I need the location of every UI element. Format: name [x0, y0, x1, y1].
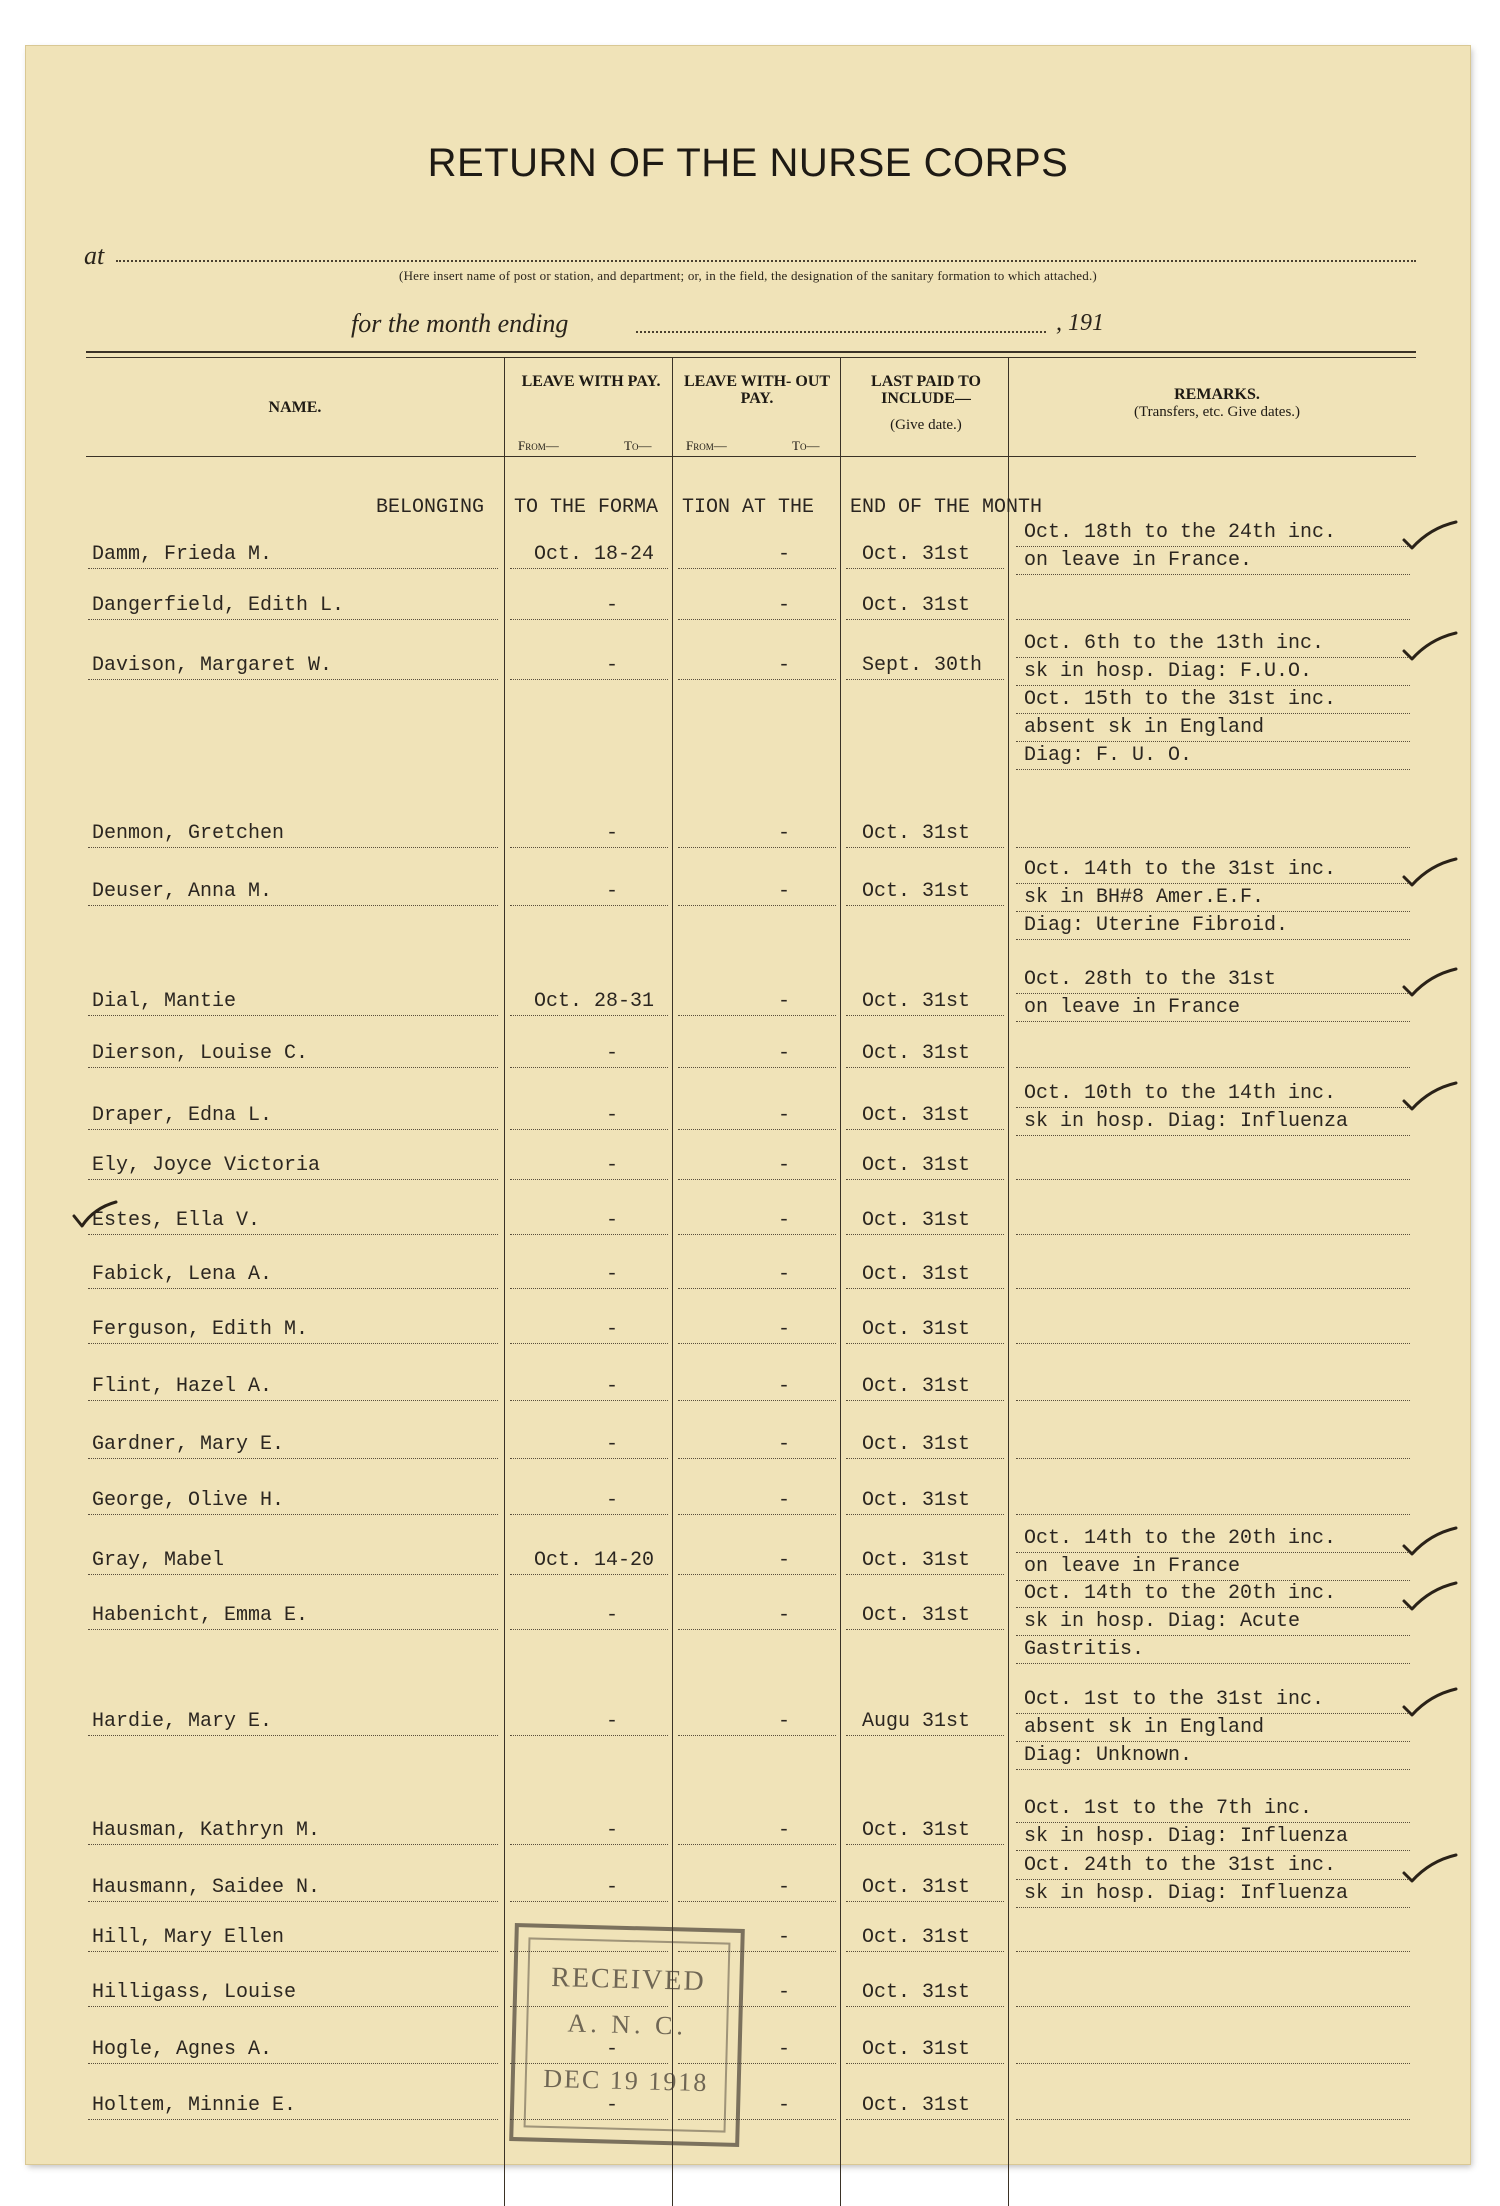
row-leave-without-pay: -	[778, 1104, 791, 1127]
row-paid-dots	[846, 1951, 1004, 1952]
form-title: RETURN OF THE NURSE CORPS	[427, 141, 1069, 185]
stamp-date: DEC 19 1918	[542, 2063, 709, 2098]
row-leave-without-pay: -	[778, 1263, 791, 1286]
row-remark-line: Oct. 1st to the 31st inc.	[1024, 1688, 1325, 1711]
section-heading-part: BELONGING	[376, 496, 485, 519]
row-leave-with-pay: Oct. 28-31	[534, 990, 655, 1013]
row-paid-dots	[846, 1015, 1004, 1016]
row-last-paid: Oct. 31st	[862, 880, 971, 903]
row-leave-without-pay: -	[778, 1318, 791, 1341]
row-leave-with-pay: -	[606, 1263, 619, 1286]
row-remark-dots	[1016, 1107, 1410, 1108]
row-remark-line: sk in hosp. Diag: Influenza	[1024, 1110, 1349, 1133]
row-paid-dots	[846, 1901, 1004, 1902]
row-name: Gardner, Mary E.	[92, 1433, 285, 1456]
row-remark-line: sk in BH#8 Amer.E.F.	[1024, 886, 1265, 909]
row-leave-without-pay: -	[778, 543, 791, 566]
row-remark-dots	[1016, 1400, 1410, 1401]
received-stamp	[509, 1923, 745, 2147]
row-leave-without-pay: -	[778, 1433, 791, 1456]
row-lwp-dots	[510, 1179, 668, 1180]
section-heading-part: TION AT THE	[682, 496, 815, 519]
row-last-paid: Oct. 31st	[862, 1433, 971, 1456]
row-name: Ely, Joyce Victoria	[92, 1154, 321, 1177]
row-lwop-dots	[678, 905, 836, 906]
header-leave-with-pay: LEAVE WITH PAY.	[521, 373, 661, 390]
row-leave-with-pay: -	[606, 1375, 619, 1398]
row-leave-without-pay: -	[778, 1710, 791, 1733]
row-lwp-dots	[510, 905, 668, 906]
row-paid-dots	[846, 1514, 1004, 1515]
row-last-paid: Oct. 31st	[862, 1104, 971, 1127]
row-name-dots	[88, 1179, 498, 1180]
row-remark-dots	[1016, 1234, 1410, 1235]
row-name: Hilligass, Louise	[92, 1981, 297, 2004]
check-mark-icon	[1400, 1681, 1460, 1721]
row-lwp-dots	[510, 1574, 668, 1575]
row-last-paid: Oct. 31st	[862, 1926, 971, 1949]
row-lwop-dots	[678, 847, 836, 848]
row-remark-dots	[1016, 1343, 1410, 1344]
row-paid-dots	[846, 1179, 1004, 1180]
check-mark-icon	[1400, 1575, 1460, 1615]
row-leave-without-pay: -	[778, 822, 791, 845]
header-lwop-from: From—	[686, 438, 727, 453]
year-prefix: , 191	[1056, 310, 1104, 336]
row-leave-without-pay: -	[778, 1876, 791, 1899]
row-lwp-dots	[510, 1735, 668, 1736]
row-lwp-dots	[510, 568, 668, 569]
row-remark-dots	[1016, 1879, 1410, 1880]
row-last-paid: Oct. 31st	[862, 2094, 971, 2117]
row-remark-dots	[1016, 1635, 1410, 1636]
row-remark-dots	[1016, 546, 1410, 547]
row-name-dots	[88, 2119, 498, 2120]
row-remark-dots	[1016, 1741, 1410, 1742]
row-name: George, Olive H.	[92, 1489, 285, 1512]
row-leave-without-pay: -	[778, 1154, 791, 1177]
row-leave-with-pay: -	[606, 594, 619, 617]
row-remark-line: sk in hosp. Diag: Acute	[1024, 1610, 1301, 1633]
row-last-paid: Oct. 31st	[862, 543, 971, 566]
row-leave-with-pay: -	[606, 1104, 619, 1127]
row-lwp-dots	[510, 679, 668, 680]
row-leave-with-pay: -	[606, 2038, 619, 2061]
row-name-dots	[88, 1015, 498, 1016]
stamp-anc: A. N. C.	[567, 2008, 688, 2041]
row-last-paid: Oct. 31st	[862, 1819, 971, 1842]
row-paid-dots	[846, 905, 1004, 906]
row-name-dots	[88, 1400, 498, 1401]
row-remark-dots	[1016, 741, 1410, 742]
row-paid-dots	[846, 1735, 1004, 1736]
row-remark-dots	[1016, 1580, 1410, 1581]
row-lwop-dots	[678, 568, 836, 569]
station-instruction: (Here insert name of post or station, and department; or, in the field, the designation of the sanitary formation to which attached.)	[399, 268, 1097, 283]
row-remark-dots	[1016, 2063, 1410, 2064]
roster-table	[26, 46, 1470, 2164]
row-remark-line: on leave in France	[1024, 1555, 1241, 1578]
row-remark-line: absent sk in England	[1024, 716, 1265, 739]
row-name: Gray, Mabel	[92, 1549, 225, 1572]
row-lwp-dots	[510, 1629, 668, 1630]
row-name-dots	[88, 568, 498, 569]
row-leave-without-pay: -	[778, 1209, 791, 1232]
row-name-dots	[88, 1234, 498, 1235]
row-remark-line: Oct. 28th to the 31st	[1024, 968, 1277, 991]
check-mark-icon	[1400, 1075, 1460, 1115]
row-name: Estes, Ella V.	[92, 1209, 261, 1232]
check-mark-icon	[1400, 961, 1460, 1001]
row-paid-dots	[846, 568, 1004, 569]
row-lwp-dots	[510, 1234, 668, 1235]
row-remark-line: Diag: Unknown.	[1024, 1744, 1193, 1767]
header-lwp-from: From—	[518, 438, 559, 453]
row-name: Hausman, Kathryn M.	[92, 1819, 321, 1842]
row-leave-without-pay: -	[778, 1604, 791, 1627]
row-remark-dots	[1016, 1607, 1410, 1608]
row-remark-dots	[1016, 883, 1410, 884]
row-remark-dots	[1016, 1769, 1410, 1770]
row-paid-dots	[846, 1288, 1004, 1289]
row-last-paid: Oct. 31st	[862, 1154, 971, 1177]
header-lwp-to: To—	[624, 438, 652, 453]
row-name-dots	[88, 1067, 498, 1068]
row-remark-dots	[1016, 1713, 1410, 1714]
row-remark-line: Oct. 14th to the 31st inc.	[1024, 858, 1337, 881]
row-remark-dots	[1016, 1663, 1410, 1664]
row-remark-dots	[1016, 993, 1410, 994]
row-remark-dots	[1016, 657, 1410, 658]
row-lwop-dots	[678, 1400, 836, 1401]
row-leave-without-pay: -	[778, 1926, 791, 1949]
row-name-dots	[88, 847, 498, 848]
row-name: Draper, Edna L.	[92, 1104, 273, 1127]
check-mark-icon	[70, 1196, 120, 1230]
row-lwop-dots	[678, 1129, 836, 1130]
row-leave-without-pay: -	[778, 1819, 791, 1842]
row-remark-dots	[1016, 1822, 1410, 1823]
row-remark-dots	[1016, 1067, 1410, 1068]
row-lwp-dots	[510, 847, 668, 848]
row-remark-line: sk in hosp. Diag: Influenza	[1024, 1882, 1349, 1905]
row-remark-dots	[1016, 1135, 1410, 1136]
row-leave-without-pay: -	[778, 880, 791, 903]
row-lwop-dots	[678, 679, 836, 680]
row-lwp-dots	[510, 1288, 668, 1289]
row-remark-dots	[1016, 2119, 1410, 2120]
row-name: Davison, Margaret W.	[92, 654, 333, 677]
check-mark-icon	[1400, 1847, 1460, 1887]
row-leave-without-pay: -	[778, 1042, 791, 1065]
row-remark-line: sk in hosp. Diag: Influenza	[1024, 1825, 1349, 1848]
row-remark-line: on leave in France	[1024, 996, 1241, 1019]
row-last-paid: Oct. 31st	[862, 1318, 971, 1341]
header-last-paid-note: (Give date.)	[890, 417, 962, 433]
row-remark-dots	[1016, 847, 1410, 848]
row-name: Denmon, Gretchen	[92, 822, 285, 845]
row-last-paid: Augu 31st	[862, 1710, 971, 1733]
row-leave-with-pay: -	[606, 1042, 619, 1065]
row-name-dots	[88, 2006, 498, 2007]
row-paid-dots	[846, 2006, 1004, 2007]
row-leave-without-pay: -	[778, 1375, 791, 1398]
row-leave-without-pay: -	[778, 1981, 791, 2004]
row-lwp-dots	[510, 1129, 668, 1130]
row-last-paid: Oct. 31st	[862, 1209, 971, 1232]
row-name: Hardie, Mary E.	[92, 1710, 273, 1733]
row-remark-dots	[1016, 911, 1410, 912]
row-remark-dots	[1016, 1514, 1410, 1515]
row-leave-without-pay: -	[778, 594, 791, 617]
row-leave-with-pay: Oct. 14-20	[534, 1549, 655, 1572]
row-name: Dierson, Louise C.	[92, 1042, 309, 1065]
row-remark-dots	[1016, 1850, 1410, 1851]
row-remark-line: Oct. 14th to the 20th inc.	[1024, 1582, 1337, 1605]
row-last-paid: Oct. 31st	[862, 2038, 971, 2061]
row-leave-without-pay: -	[778, 1549, 791, 1572]
row-lwop-dots	[678, 1574, 836, 1575]
row-remark-line: on leave in France.	[1024, 549, 1253, 572]
at-label: at	[84, 241, 105, 270]
row-last-paid: Oct. 31st	[862, 1549, 971, 1572]
row-remark-line: Oct. 10th to the 14th inc.	[1024, 1082, 1337, 1105]
row-lwp-dots	[510, 619, 668, 620]
row-lwop-dots	[678, 1844, 836, 1845]
row-lwop-dots	[678, 1015, 836, 1016]
header-remarks: REMARKS.	[1174, 386, 1260, 403]
row-leave-with-pay: -	[606, 1604, 619, 1627]
row-leave-with-pay: -	[606, 1819, 619, 1842]
row-remark-dots	[1016, 2006, 1410, 2007]
row-name-dots	[88, 1844, 498, 1845]
header-remarks-note: (Transfers, etc. Give dates.)	[1133, 404, 1301, 420]
row-lwop-dots	[678, 1288, 836, 1289]
header-lwop-to: To—	[792, 438, 820, 453]
row-name: Fabick, Lena A.	[92, 1263, 273, 1286]
row-leave-with-pay: -	[606, 880, 619, 903]
row-remark-line: absent sk in England	[1024, 1716, 1265, 1739]
row-leave-without-pay: -	[778, 654, 791, 677]
row-leave-with-pay: -	[606, 822, 619, 845]
check-mark-icon	[1400, 514, 1460, 554]
row-name-dots	[88, 905, 498, 906]
row-remark-dots	[1016, 1907, 1410, 1908]
row-lwp-dots	[510, 1343, 668, 1344]
row-name-dots	[88, 1901, 498, 1902]
row-last-paid: Oct. 31st	[862, 990, 971, 1013]
row-paid-dots	[846, 1129, 1004, 1130]
month-label: for the month ending	[351, 309, 569, 338]
stamp-received: RECEIVED	[550, 1962, 707, 1998]
row-paid-dots	[846, 679, 1004, 680]
row-last-paid: Oct. 31st	[862, 1981, 971, 2004]
row-name-dots	[88, 1343, 498, 1344]
row-name-dots	[88, 1288, 498, 1289]
row-last-paid: Oct. 31st	[862, 1375, 971, 1398]
row-paid-dots	[846, 1234, 1004, 1235]
row-remark-line: Oct. 24th to the 31st inc.	[1024, 1854, 1337, 1877]
row-paid-dots	[846, 1844, 1004, 1845]
row-leave-without-pay: -	[778, 990, 791, 1013]
row-paid-dots	[846, 1458, 1004, 1459]
row-remark-dots	[1016, 1179, 1410, 1180]
row-last-paid: Oct. 31st	[862, 1489, 971, 1512]
row-name: Deuser, Anna M.	[92, 880, 273, 903]
row-leave-with-pay: -	[606, 1710, 619, 1733]
row-name-dots	[88, 679, 498, 680]
row-name: Habenicht, Emma E.	[92, 1604, 309, 1627]
row-remark-dots	[1016, 769, 1410, 770]
row-last-paid: Oct. 31st	[862, 1263, 971, 1286]
check-mark-icon	[1400, 625, 1460, 665]
row-remark-dots	[1016, 1458, 1410, 1459]
row-remark-dots	[1016, 1552, 1410, 1553]
row-lwop-dots	[678, 1514, 836, 1515]
row-leave-without-pay: -	[778, 1489, 791, 1512]
row-name: Hill, Mary Ellen	[92, 1926, 285, 1949]
row-last-paid: Sept. 30th	[862, 654, 983, 677]
row-remark-line: Oct. 14th to the 20th inc.	[1024, 1527, 1337, 1550]
row-name: Flint, Hazel A.	[92, 1375, 273, 1398]
row-lwp-dots	[510, 1514, 668, 1515]
row-leave-with-pay: -	[606, 1876, 619, 1899]
row-name: Ferguson, Edith M.	[92, 1318, 309, 1341]
row-name-dots	[88, 619, 498, 620]
check-mark-icon	[1400, 1520, 1460, 1560]
row-lwop-dots	[678, 1735, 836, 1736]
row-remark-line: Oct. 6th to the 13th inc.	[1024, 632, 1325, 655]
row-paid-dots	[846, 1574, 1004, 1575]
row-lwop-dots	[678, 1901, 836, 1902]
row-lwop-dots	[678, 1067, 836, 1068]
row-name: Dial, Mantie	[92, 990, 237, 1013]
row-remark-line: sk in hosp. Diag: F.U.O.	[1024, 660, 1313, 683]
row-remark-dots	[1016, 1288, 1410, 1289]
header-name: NAME.	[268, 399, 322, 416]
row-remark-dots	[1016, 574, 1410, 575]
row-paid-dots	[846, 1629, 1004, 1630]
row-remark-dots	[1016, 619, 1410, 620]
row-name-dots	[88, 1951, 498, 1952]
row-paid-dots	[846, 2119, 1004, 2120]
row-paid-dots	[846, 1400, 1004, 1401]
row-leave-with-pay: -	[606, 1318, 619, 1341]
row-name: Hausmann, Saidee N.	[92, 1876, 321, 1899]
row-name-dots	[88, 1514, 498, 1515]
row-paid-dots	[846, 619, 1004, 620]
row-lwp-dots	[510, 1400, 668, 1401]
row-remark-dots	[1016, 1951, 1410, 1952]
row-last-paid: Oct. 31st	[862, 594, 971, 617]
row-leave-with-pay: -	[606, 654, 619, 677]
section-heading-part: TO THE FORMA	[514, 496, 659, 519]
row-leave-with-pay: -	[606, 1209, 619, 1232]
row-remark-dots	[1016, 1021, 1410, 1022]
row-remark-line: Oct. 15th to the 31st inc.	[1024, 688, 1337, 711]
row-remark-dots	[1016, 939, 1410, 940]
row-name-dots	[88, 2063, 498, 2064]
row-lwop-dots	[678, 1458, 836, 1459]
row-name-dots	[88, 1458, 498, 1459]
row-name: Hogle, Agnes A.	[92, 2038, 273, 2061]
row-name: Damm, Frieda M.	[92, 543, 273, 566]
row-lwp-dots	[510, 1844, 668, 1845]
row-name-dots	[88, 1574, 498, 1575]
row-paid-dots	[846, 1067, 1004, 1068]
row-last-paid: Oct. 31st	[862, 822, 971, 845]
row-remark-line: Oct. 1st to the 7th inc.	[1024, 1797, 1313, 1820]
row-leave-with-pay: Oct. 18-24	[534, 543, 655, 566]
row-lwop-dots	[678, 619, 836, 620]
row-remark-line: Diag: Uterine Fibroid.	[1024, 914, 1289, 937]
section-heading-part: END OF THE MONTH	[850, 496, 1043, 519]
row-lwop-dots	[678, 1629, 836, 1630]
row-leave-with-pay: -	[606, 1154, 619, 1177]
row-remark-dots	[1016, 713, 1410, 714]
row-name-dots	[88, 1735, 498, 1736]
row-leave-with-pay: -	[606, 1433, 619, 1456]
row-name-dots	[88, 1129, 498, 1130]
row-paid-dots	[846, 2063, 1004, 2064]
row-lwp-dots	[510, 1067, 668, 1068]
row-remark-line: Gastritis.	[1024, 1638, 1145, 1661]
row-name-dots	[88, 1629, 498, 1630]
row-leave-with-pay: -	[606, 1489, 619, 1512]
header-last-paid: LAST PAID TO INCLUDE—	[871, 373, 981, 407]
row-leave-without-pay: -	[778, 2094, 791, 2117]
row-lwp-dots	[510, 1458, 668, 1459]
row-last-paid: Oct. 31st	[862, 1604, 971, 1627]
row-lwp-dots	[510, 1901, 668, 1902]
document-sheet	[26, 46, 1470, 2164]
row-last-paid: Oct. 31st	[862, 1876, 971, 1899]
row-lwop-dots	[678, 1179, 836, 1180]
row-remark-line: Oct. 18th to the 24th inc.	[1024, 521, 1337, 544]
row-lwp-dots	[510, 1015, 668, 1016]
row-last-paid: Oct. 31st	[862, 1042, 971, 1065]
row-paid-dots	[846, 847, 1004, 848]
row-leave-without-pay: -	[778, 2038, 791, 2061]
row-remark-dots	[1016, 685, 1410, 686]
row-paid-dots	[846, 1343, 1004, 1344]
row-name: Holtem, Minnie E.	[92, 2094, 297, 2117]
row-lwop-dots	[678, 1343, 836, 1344]
row-remark-line: Diag: F. U. O.	[1024, 744, 1193, 767]
check-mark-icon	[1400, 851, 1460, 891]
row-name: Dangerfield, Edith L.	[92, 594, 345, 617]
header-leave-without-pay: LEAVE WITH- OUT PAY.	[683, 373, 831, 407]
row-lwop-dots	[678, 1234, 836, 1235]
row-leave-with-pay: -	[606, 2094, 619, 2117]
